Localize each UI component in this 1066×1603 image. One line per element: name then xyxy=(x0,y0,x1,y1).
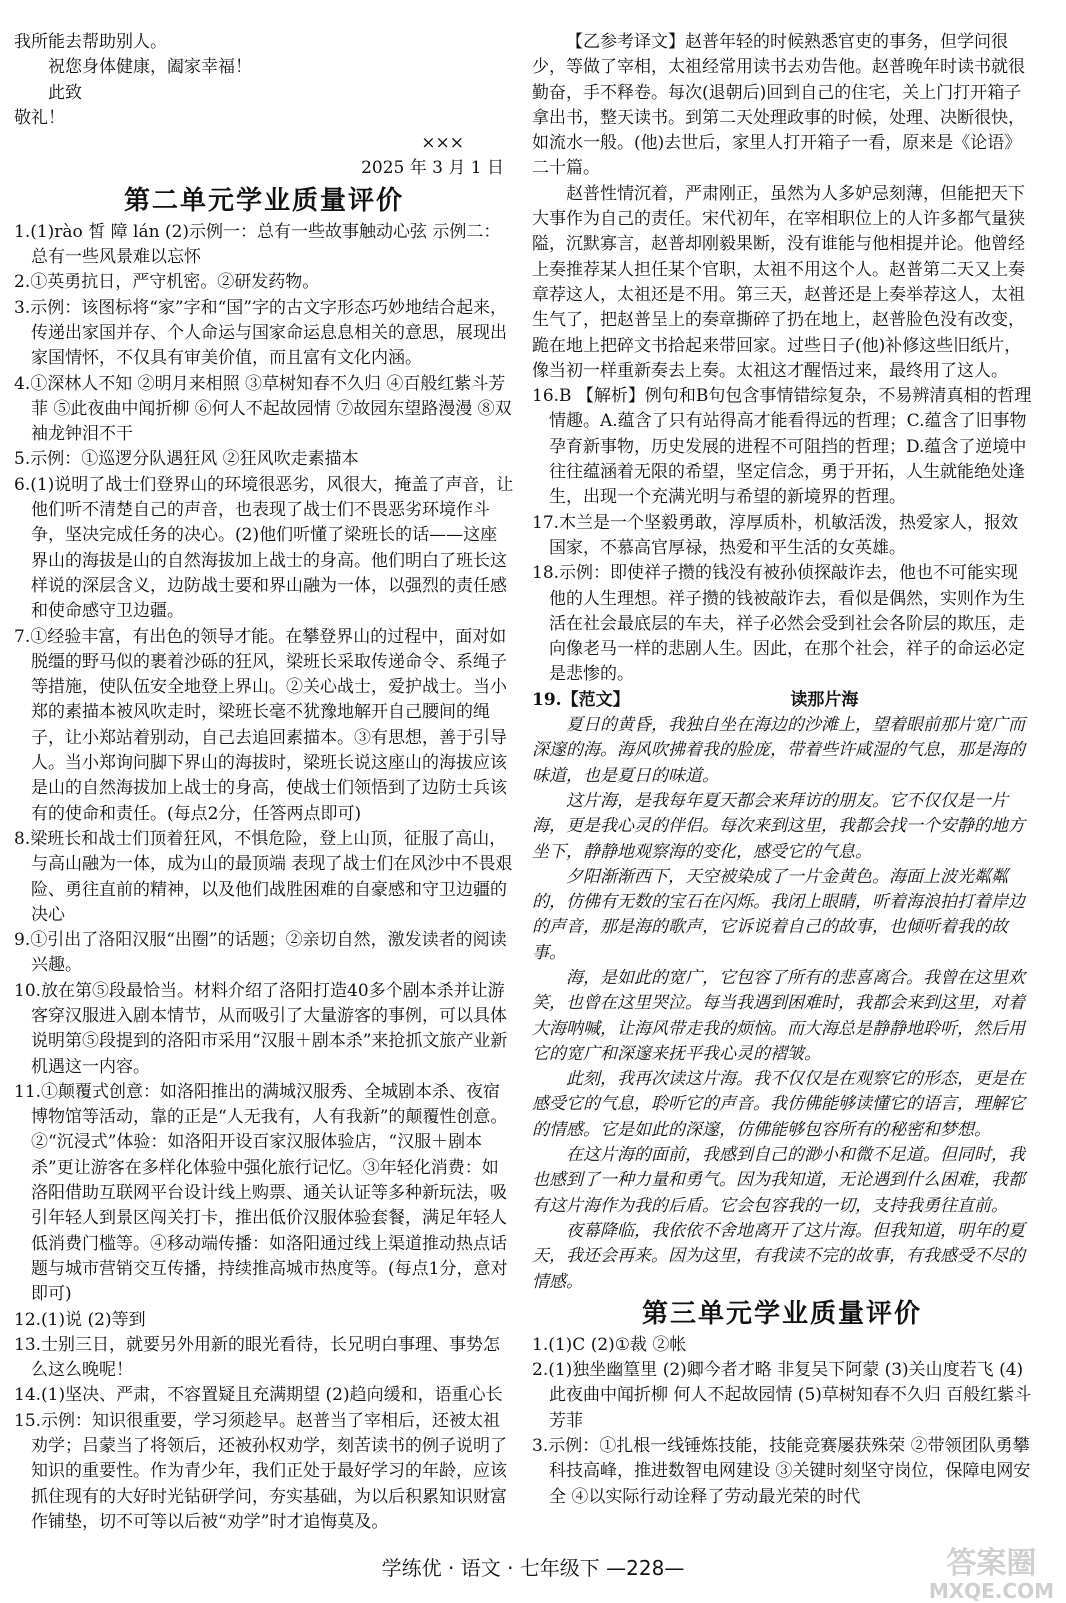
answer-item: 14.(1)坚决、严肃，不容置疑且充满期望 (2)趋向缓和，语重心长 xyxy=(14,1385,503,1406)
watermark-line1: 答案圈 xyxy=(946,1546,1037,1581)
answer-item: 1.(1)rào 皙 障 lán (2)示例一：总有一些故事触动心弦 示例二：总有一些风景难以忘怀 xyxy=(14,221,501,268)
answer-item: 16.B 【解析】例句和B句包含事情错综复杂，不易辨清真相的哲理情趣。A.蕴含了只有站得高才能看得远的哲理；C.蕴含了旧事物孕育新事物，历史发展的进程不可阻挡的哲理；D.蕴含了逆境中往往蕴涵着无限的希望，坚定信念，勇于开拓，人生就能绝处逢生，出现一个充满光明与希望的新境界的哲理。 xyxy=(532,386,1032,508)
unit3-title: 第三单元学业质量评价 xyxy=(641,1298,922,1329)
letter-line: 我所能去帮助别人。 xyxy=(14,32,167,52)
answer-item: 8.梁班长和战士们顶着狂风，不惧危险，登上山顶，征服了高山，与高山融为一体，成为山的最顶端 表现了战士们在风沙中不畏艰险、勇往直前的精神，以及他们战胜困难的自豪感和守卫边疆的决心 xyxy=(14,828,513,925)
answer-item: 3.示例：①扎根一线锤炼技能，技能竞赛屡获殊荣 ②带领团队勇攀科技高峰，推进数智电网建设 ③关键时刻坚守岗位，保障电网安全 ④以实际行动诠释了劳动最光荣的时代 xyxy=(532,1436,1031,1507)
answer-item: 4.①深林人不知 ②明月来相照 ③草树知春不久归 ④百般红紫斗芳菲 ⑤此夜曲中闻折柳 ⑥何人不起故园情 ⑦故园东望路漫漫 ⑧双袖龙钟泪不干 xyxy=(14,373,512,445)
answer-item: 3.示例：该图标将“家”字和“国”字的古文字形态巧妙地结合起来，传递出家国并存、个人命运与国家命运息息相关的意思，展现出家国情怀，不仅具有审美价值，而且富有文化内涵。 xyxy=(14,297,507,369)
answer-item: 5.示例：①巡逻分队遇狂风 ②狂风吹走素描本 xyxy=(14,449,359,470)
translation-paragraph: 赵普性情沉着，严肃刚正，虽然为人多妒忌刻薄，但能把天下大事作为自己的责任。宋代初年，在宰相职位上的人许多都气量狭隘，沉默寡言，赵普却刚毅果断，没有谁能与他相提并论。他曾经上奏推荐某人担任某个官职，太祖不用这个人。赵普第二天又上奏章荐这人，太祖还是不用。第三天，赵普还是上奏举荐这人，太祖生气了，把赵普呈上的奏章撕碎了扔在地上，赵普脸色没有改变，跪在地上把碎文书拾起来带回家。过些日子(他)补修这些旧纸片，像当初一样重新奏去上奏。太祖这才醒悟过来，最终用了这人。 xyxy=(532,183,1025,381)
letter-date: 2025 年 3 月 1 日 xyxy=(361,158,504,179)
essay-heading xyxy=(532,688,1032,713)
essay-paragraph: 在这片海的面前，我感到自己的渺小和微不足道。但同时，我也感到了一种力量和勇气。因为我知道，无论遇到什么困难，我都有这片海作为我的后盾。它会包容我的一切，支持我勇往直前。 xyxy=(532,1145,1025,1216)
essay-paragraph: 海，是如此的宽广，它包容了所有的悲喜离合。我曾在这里欢笑，也曾在这里哭泣。每当我遇到困难时，我都会来到这里，对着大海呐喊，让海风带走我的烦恼。而大海总是静静地聆听，然后用它的宽广和深邃来抚平我心灵的褶皱。 xyxy=(532,967,1025,1064)
answer-item: 2.(1)独坐幽篁里 (2)卿今者才略 非复吴下阿蒙 (3)关山度若飞 (4)此夜曲中闻折柳 何人不起故园情 (5)草树知春不久归 百般红紫斗芳菲 xyxy=(532,1360,1032,1431)
answer-item: 10.放在第⑤段最恰当。材料介绍了洛阳打造40多个剧本杀并让游客穿汉服进入剧本情节，从而吸引了大量游客的事例，可以具体说明第⑤段提到的洛阳市采用“汉服＋剧本杀”来抢抓文旅产业新机遇这一内容。 xyxy=(14,980,508,1077)
letter-line: 祝您身体健康，阖家幸福！ xyxy=(48,57,252,78)
answer-item: 18.示例：即使祥子攒的钱没有被孙侦探敲诈去，他也不可能实现他的人生理想。祥子攒的钱被敲诈去，看似是偶然，实则作为生活在社会最底层的车夫，祥子必然会受到社会各阶层的欺压，走向像老马一样的悲剧人生。因此，在那个社会，祥子的命运必定是悲惨的。 xyxy=(532,563,1025,685)
translation-paragraph: 【乙参考译文】赵普年轻的时候熟悉官吏的事务，但学问很少，等做了宰相，太祖经常用读书去劝告他。赵普晚年时读书就很勤奋，手不释卷。每次(退朝后)回到自己的住宅，关上门打开箱子拿出书，整天读书。到第二天处理政事的时候，处理、决断很快，如流水一般。(他)去世后，家里人打开箱子一看，原来是《论语》二十篇。 xyxy=(532,32,1025,179)
answer-item: 17.木兰是一个坚毅勇敢，淳厚质朴，机敏活泼，热爱家人，报效国家，不慕高官厚禄，热爱和平生活的女英雄。 xyxy=(532,512,1019,558)
answer-item: 15.示例：知识很重要，学习须趁早。赵普当了宰相后，还被太祖劝学；吕蒙当了将领后，还被孙权劝学，刻苦读书的例子说明了知识的重要性。作为青少年，我们正处于最好学习的年龄，应该抓住现有的大好时光钻研学问，夯实基础，为以后积累知识财富作铺垫，切不可等以后被“劝学”时才追悔莫及。 xyxy=(14,1410,507,1532)
unit2-title: 第二单元学业质量评价 xyxy=(123,185,404,216)
answer-item: 11.①颠覆式创意：如洛阳推出的满城汉服秀、全城剧本杀、夜宿博物馆等活动，靠的正是“人无我有，人有我新”的颠覆性创意。②“沉浸式”体验：如洛阳开设百家汉服体验店，“汉服＋剧本杀”更让游客在多样化体验中强化旅行记忆。③年轻化消费：如洛阳借助互联网平台设计线上购票、通关认证等多种新玩法，吸引年轻人到景区闯关打卡，推出低价汉服体验套餐，满足年轻人低消费门槛等。④移动端传播：如洛阳通过线上渠道推动热点话题与城市营销交互传播，持续推高城市热度等。(每点1分，意对即可) xyxy=(14,1081,508,1305)
essay-label: 19.【范文】 xyxy=(532,689,630,710)
answer-item: 12.(1)说 (2)等到 xyxy=(14,1309,146,1330)
essay-paragraph: 夏日的黄昏，我独自坐在海边的沙滩上，望着眼前那片宽广而深邃的海。海风吹拂着我的脸庞，带着些许咸湿的气息，那是海的味道，也是夏日的味道。 xyxy=(532,715,1025,786)
essay-paragraph: 夕阳渐渐西下，天空被染成了一片金黄色。海面上波光粼粼的，仿佛有无数的宝石在闪烁。我闭上眼睛，听着海浪拍打着岸边的声音，那是海的歌声，它诉说着自己的故事，也倾听着我的故事。 xyxy=(532,866,1025,963)
essay-title: 读那片海 xyxy=(790,689,859,710)
answer-item: 1.(1)C (2)①裁 ②帐 xyxy=(532,1334,687,1355)
letter-line: 此致 xyxy=(48,82,82,103)
answer-item: 2.①英勇抗日，严守机密。②研发药物。 xyxy=(14,272,320,293)
essay-paragraph: 这片海，是我每年夏天都会来拜访的朋友。它不仅仅是一片海，更是我心灵的伴侣。每次来到这里，我都会找一个安静的地方坐下，静静地观察海的变化，感受它的气息。 xyxy=(532,790,1025,862)
answer-item: 7.①经验丰富，有出色的领导才能。在攀登界山的过程中，面对如脱缰的野马似的裹着沙砾的狂风，梁班长采取传递命令、系绳子等措施，使队伍安全地登上界山。②关心战士，爱护战士。当小郑的素描本被风吹走时，梁班长毫不犹豫地解开自己腰间的绳子，让小郑站着别动，自己去追回素描本。③有思想，善于引导人。当小郑询问脚下界山的海拔时，梁班长说这座山的海拔应该是山的自然海拔加上战士的身高，使战士们领悟到了边防士兵该有的使命和责任。(每点2分，任答两点即可) xyxy=(14,626,507,824)
watermark-logo xyxy=(929,1548,1054,1602)
answer-item: 6.(1)说明了战士们登界山的环境很恶劣，风很大，掩盖了声音，让他们听不清楚自己的声音，也表现了战士们不畏恶劣环境作斗争，坚决完成任务的决心。(2)他们听懂了梁班长的话——这座界山的海拔是山的自然海拔加上战士的身高。他们明白了班长这样说的深层含义，边防战士要和界山融为一体，以强烈的责任感和使命感守卫边疆。 xyxy=(14,474,514,622)
answer-item: 13.士别三日，就要另外用新的眼光看待，长兄明白事理、事势怎么这么晚呢！ xyxy=(14,1334,501,1381)
right-column xyxy=(532,30,1032,1510)
page-footer: 学练优 · 语文 · 七年级下 —228— xyxy=(381,1556,685,1580)
letter-line: 敬礼！ xyxy=(14,107,65,128)
essay-paragraph: 夜幕降临，我依依不舍地离开了这片海。但我知道，明年的夏天，我还会再来。因为这里，有我读不完的故事，有我感受不尽的情感。 xyxy=(532,1220,1025,1292)
answer-item: 9.①引出了洛阳汉服“出圈”的话题；②亲切自然，激发读者的阅读兴趣。 xyxy=(14,930,507,976)
essay-paragraph: 此刻，我再次读这片海。我不仅仅是在观察它的形态，更是在感受它的气息，聆听它的声音。我仿佛能够读懂它的语言，理解它的情感。它是如此的深邃，仿佛能够包容所有的秘密和梦想。 xyxy=(532,1069,1025,1140)
letter-signature: ××× xyxy=(421,133,464,154)
left-column xyxy=(14,30,514,1535)
watermark-line2: MXQE.COM xyxy=(928,1579,1054,1603)
